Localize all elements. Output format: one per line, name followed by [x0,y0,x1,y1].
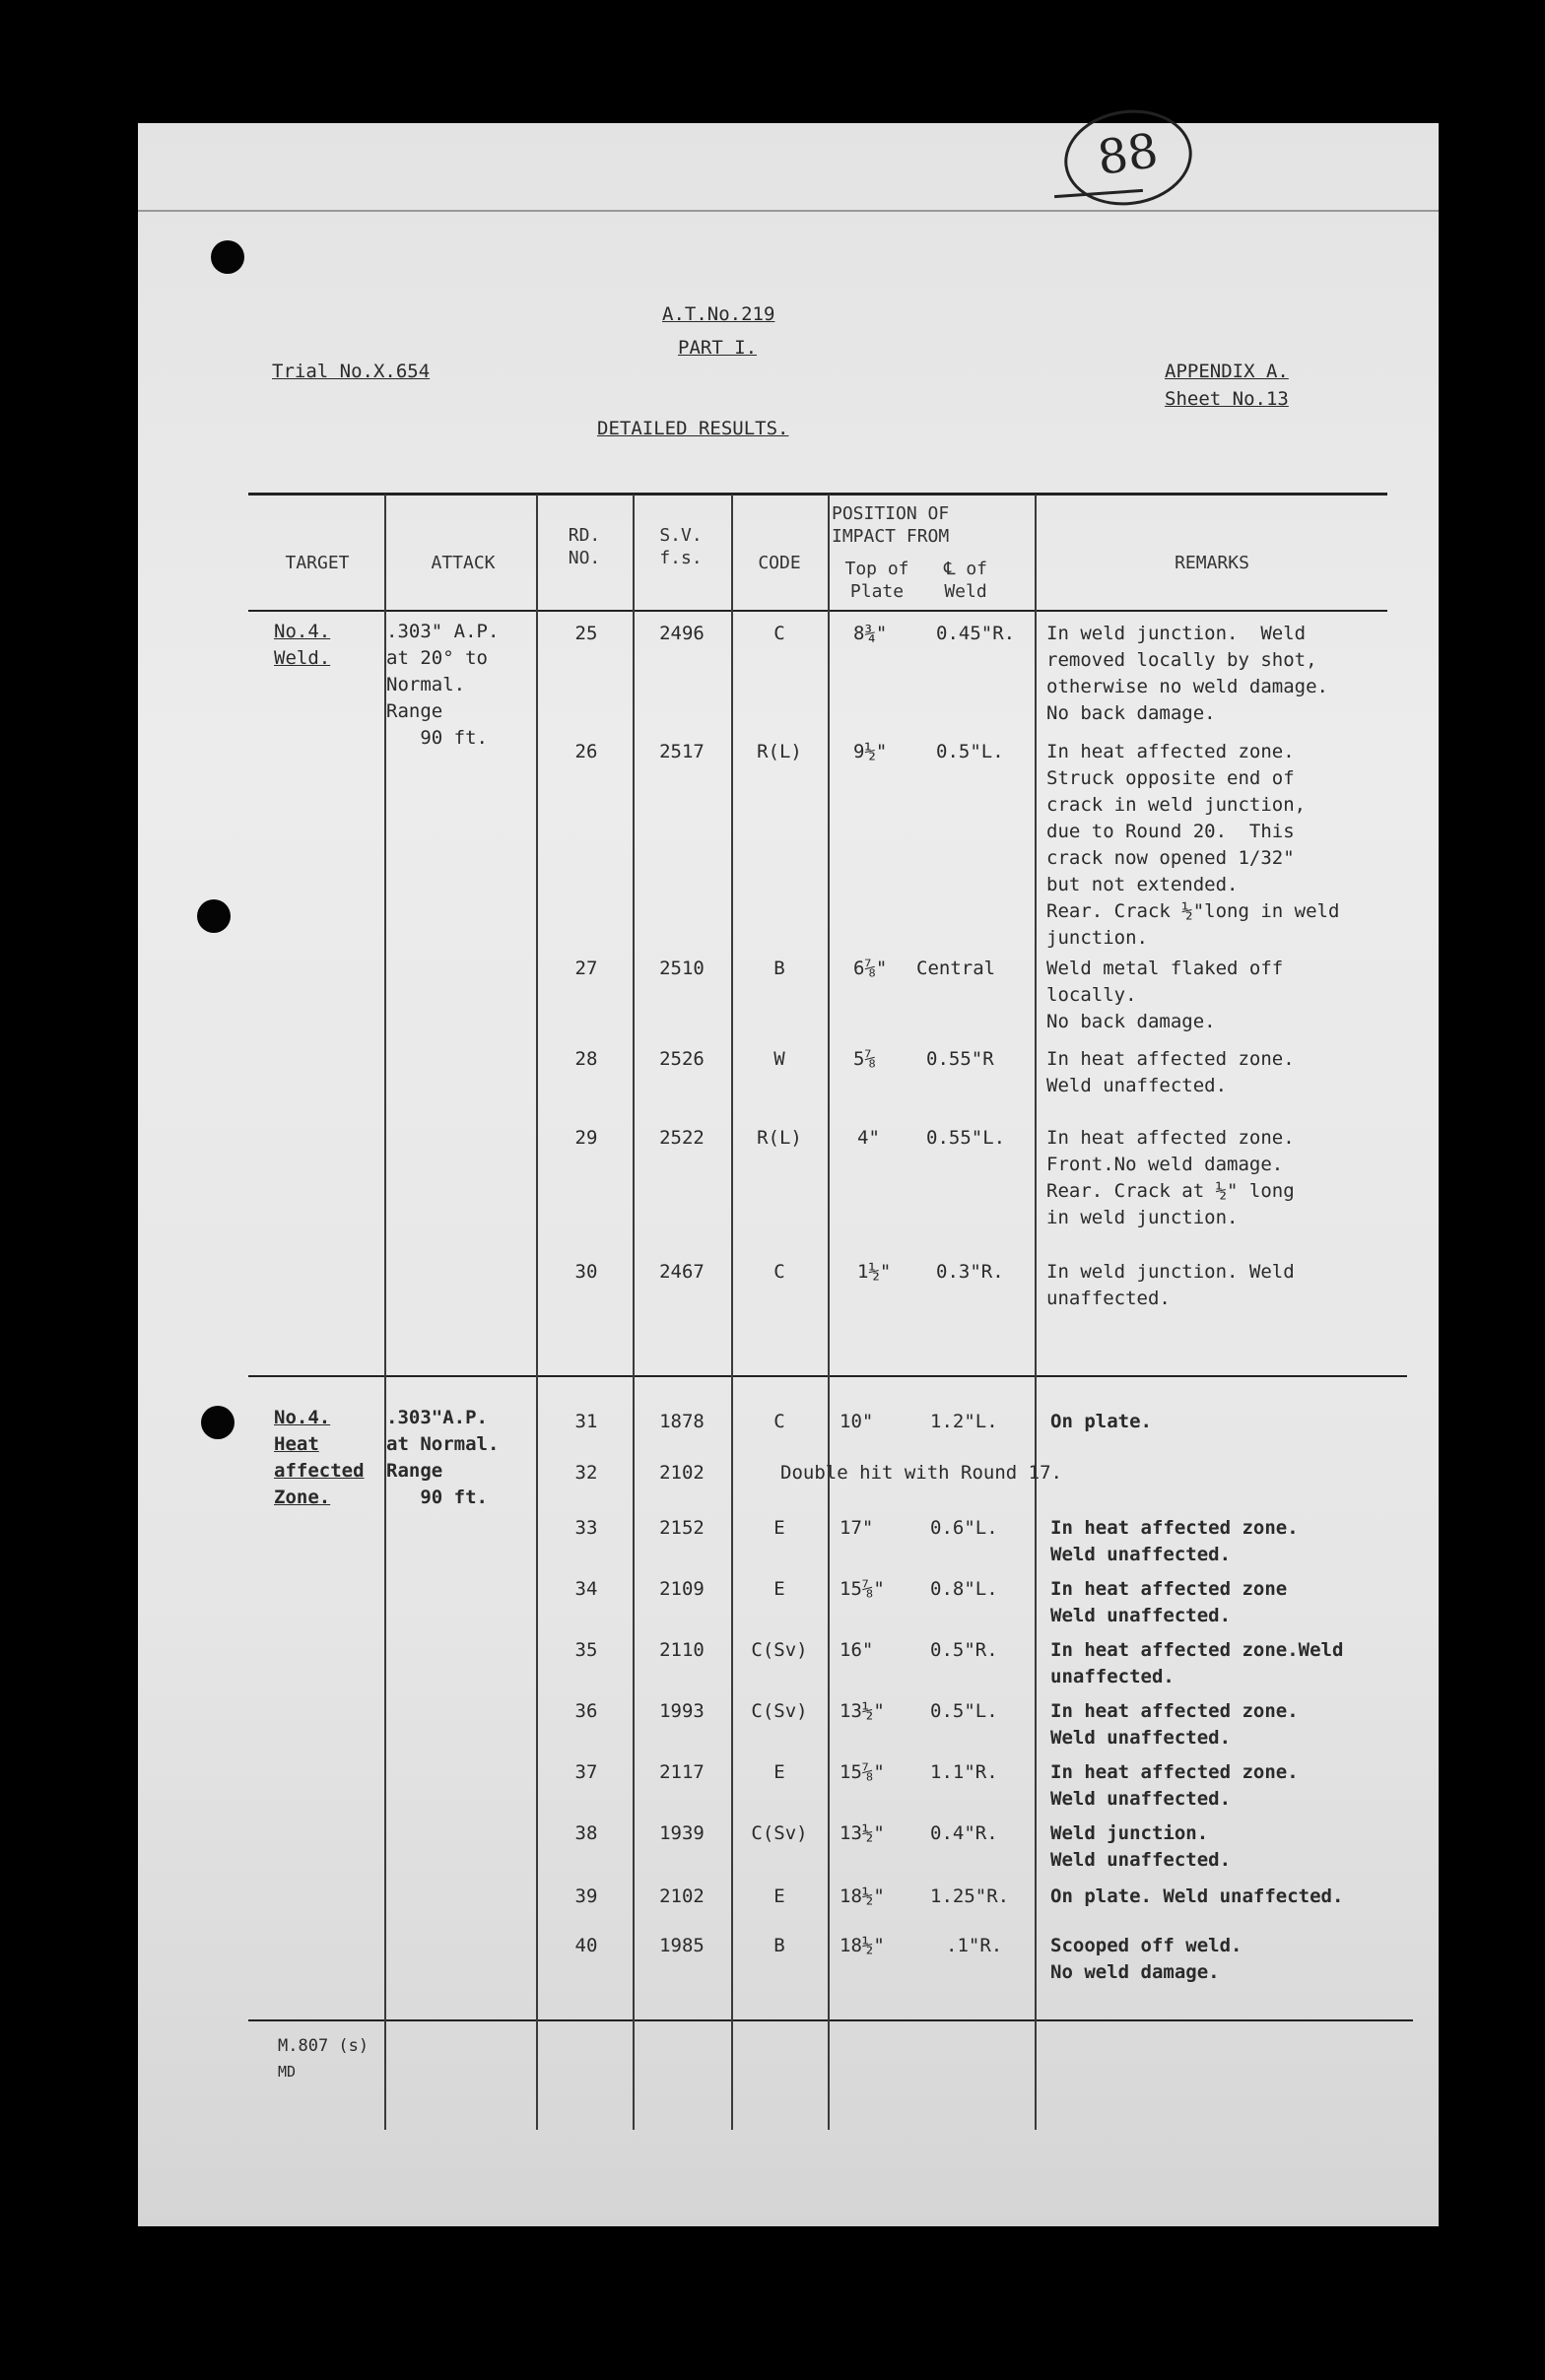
remarks-cell: In weld junction. Weld removed locally by shot, otherwise no weld damage. No back damage. [1046,623,1328,724]
code-cell: W [773,1048,785,1070]
sv-cell: 2496 [659,623,705,644]
rd-cell: 39 [574,1885,598,1907]
top-plate-cell: 15⅞" [840,1578,885,1600]
sv-cell: 2522 [659,1127,705,1149]
column-header-code: CODE [758,553,801,573]
punch-hole-bottom [201,1406,235,1439]
code-cell: E [773,1578,785,1600]
sv-cell: 2467 [659,1261,705,1283]
weld-cell: 1.1"R. [930,1761,998,1783]
weld-cell: 0.3"R. [936,1261,1004,1283]
weld-cell: 1.2"L. [930,1411,998,1432]
column-header-rd-no: RD. NO. [568,525,601,568]
column-divider [536,495,538,2130]
remarks-cell: Weld junction. Weld unaffected. [1050,1822,1232,1871]
code-cell: R(L) [757,1127,802,1149]
trial-number: Trial No.X.654 [272,361,431,382]
rd-cell: 36 [574,1700,598,1722]
weld-cell: 0.45"R. [936,623,1016,644]
page-title: DETAILED RESULTS. [597,418,789,439]
rd-cell: 33 [574,1517,598,1539]
column-header-cl-weld: ℄ of Weld [943,559,988,602]
top-plate-cell: 13½" [840,1822,885,1844]
column-divider [1035,495,1037,2130]
column-header-remarks: REMARKS [1175,553,1249,573]
rd-cell: 27 [574,958,598,979]
table-header-rule [248,610,1387,612]
column-divider [828,495,830,2130]
code-cell: B [773,958,785,979]
weld-cell: Central [916,958,996,979]
top-plate-cell: 18½" [840,1885,885,1907]
code-cell: E [773,1761,785,1783]
remarks-cell: In heat affected zone. Weld unaffected. [1050,1761,1299,1810]
rd-cell: 28 [574,1048,598,1070]
rd-cell: 31 [574,1411,598,1432]
code-cell: E [773,1517,785,1539]
punch-hole-top [211,240,244,274]
weld-cell: 0.55"L. [926,1127,1006,1149]
column-divider [731,495,733,2130]
sv-cell: 2102 [659,1462,705,1484]
remarks-cell: Scooped off weld. No weld damage. [1050,1935,1243,1983]
rd-cell: 26 [574,741,598,762]
remarks-cell: Weld metal flaked off locally. No back damage. [1046,958,1284,1032]
rd-cell: 25 [574,623,598,644]
remarks-cell: In heat affected zone. Weld unaffected. [1050,1700,1299,1749]
column-header-top-of-plate: Top of Plate [844,559,909,602]
weld-cell: .1"R. [946,1935,1003,1956]
code-cell: C [773,1411,785,1432]
sv-cell: 2510 [659,958,705,979]
rd-cell: 34 [574,1578,598,1600]
weld-cell: 0.5"L. [936,741,1004,762]
top-rule [138,210,1439,212]
sv-cell: 2526 [659,1048,705,1070]
top-plate-cell: 18½" [840,1935,885,1956]
remarks-cell: On plate. Weld unaffected. [1050,1885,1344,1907]
sv-cell: 2117 [659,1761,705,1783]
top-plate-cell: 9½" [853,741,888,762]
remarks-cell: In heat affected zone.Weld unaffected. [1050,1639,1344,1687]
note-cell: Double hit with Round 17. [780,1462,1062,1484]
top-plate-cell: 6⅞" [853,958,888,979]
target-cell: No.4. Weld. [274,621,331,669]
sv-cell: 1985 [659,1935,705,1956]
column-header-sv: S.V. f.s. [659,525,703,568]
top-plate-cell: 17" [840,1517,874,1539]
form-number: M.807 (s) [278,2036,369,2056]
column-header-position: POSITION OF IMPACT FROM [832,503,950,547]
code-cell: C [773,1261,785,1283]
table-top-rule [248,493,1387,496]
rd-cell: 37 [574,1761,598,1783]
remarks-cell: In heat affected zone. Front.No weld damage. Rear. Crack at ½" long in weld junction. [1046,1127,1295,1228]
rd-cell: 35 [574,1639,598,1661]
weld-cell: 0.5"R. [930,1639,998,1661]
top-plate-cell: 5⅞ [853,1048,876,1070]
weld-cell: 1.25"R. [930,1885,1010,1907]
code-cell: E [773,1885,785,1907]
appendix-label: APPENDIX A. [1165,361,1289,382]
at-number: A.T.No.219 [662,303,775,325]
weld-cell: 0.5"L. [930,1700,998,1722]
code-cell: R(L) [757,741,802,762]
remarks-cell: In weld junction. Weld unaffected. [1046,1261,1295,1309]
remarks-cell: In heat affected zone. Struck opposite end of crack in weld junction, due to Round 20. This crack now opened 1/32" but not extended. Rear. Crack ½"long in weld junction. [1046,741,1340,949]
rd-cell: 40 [574,1935,598,1956]
code-cell: C(Sv) [751,1639,808,1661]
code-cell: C(Sv) [751,1700,808,1722]
rd-cell: 32 [574,1462,598,1484]
remarks-cell: In heat affected zone. Weld unaffected. [1050,1517,1299,1565]
top-plate-cell: 16" [840,1639,874,1661]
top-plate-cell: 15⅞" [840,1761,885,1783]
table-bottom-rule [248,2019,1413,2021]
column-divider [633,495,635,2130]
top-plate-cell: 4" [857,1127,880,1149]
form-code: MD [278,2063,297,2081]
rd-cell: 38 [574,1822,598,1844]
weld-cell: 0.4"R. [930,1822,998,1844]
part-label: PART I. [678,337,758,359]
top-plate-cell: 1½" [857,1261,892,1283]
rd-cell: 29 [574,1127,598,1149]
sv-cell: 2109 [659,1578,705,1600]
remarks-cell: On plate. [1050,1411,1152,1432]
punch-hole-middle [197,899,231,933]
sv-cell: 2110 [659,1639,705,1661]
remarks-cell: In heat affected zone Weld unaffected. [1050,1578,1288,1626]
sv-cell: 2517 [659,741,705,762]
remarks-cell: In heat affected zone. Weld unaffected. [1046,1048,1295,1096]
code-cell: C(Sv) [751,1822,808,1844]
weld-cell: 0.55"R [926,1048,994,1070]
target-cell: No.4. Heat affected Zone. [274,1407,365,1508]
sv-cell: 1993 [659,1700,705,1722]
attack-cell: .303" A.P. at 20° to Normal. Range 90 ft. [386,621,500,749]
top-plate-cell: 13½" [840,1700,885,1722]
column-header-attack: ATTACK [431,553,496,573]
folio-stamp: 88 [1058,101,1198,213]
sheet-number: Sheet No.13 [1165,388,1289,410]
weld-cell: 0.6"L. [930,1517,998,1539]
weld-cell: 0.8"L. [930,1578,998,1600]
code-cell: C [773,623,785,644]
sv-cell: 1939 [659,1822,705,1844]
column-header-target: TARGET [285,553,350,573]
attack-cell: .303"A.P. at Normal. Range 90 ft. [386,1407,500,1508]
code-cell: B [773,1935,785,1956]
top-plate-cell: 8¾" [853,623,888,644]
sv-cell: 1878 [659,1411,705,1432]
sv-cell: 2102 [659,1885,705,1907]
top-plate-cell: 10" [840,1411,874,1432]
rd-cell: 30 [574,1261,598,1283]
sv-cell: 2152 [659,1517,705,1539]
